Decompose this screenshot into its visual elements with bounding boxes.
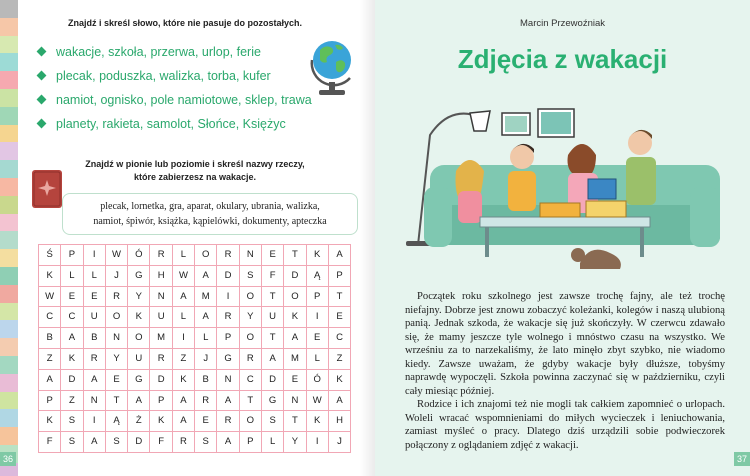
grid-cell[interactable]: E: [329, 307, 351, 328]
grid-cell[interactable]: C: [61, 307, 83, 328]
grid-cell[interactable]: M: [284, 349, 306, 370]
grid-cell[interactable]: R: [217, 307, 239, 328]
grid-cell[interactable]: K: [329, 370, 351, 391]
color-tab: [0, 107, 18, 125]
grid-cell[interactable]: A: [173, 287, 195, 308]
grid-cell[interactable]: A: [61, 328, 83, 349]
grid-cell[interactable]: A: [173, 411, 195, 432]
grid-cell[interactable]: L: [195, 328, 217, 349]
grid-cell[interactable]: F: [39, 432, 61, 453]
grid-cell[interactable]: K: [307, 411, 329, 432]
grid-cell[interactable]: A: [173, 391, 195, 412]
author-name: Marcin Przewoźniak: [520, 18, 605, 29]
grid-cell[interactable]: E: [284, 370, 306, 391]
grid-cell[interactable]: W: [173, 266, 195, 287]
grid-cell[interactable]: C: [39, 307, 61, 328]
grid-cell[interactable]: R: [150, 349, 172, 370]
grid-cell[interactable]: Y: [240, 307, 262, 328]
spine-shadow: [360, 0, 375, 476]
instruction-odd-word: Znajdź i skreśl słowo, które nie pasuje do pozostałych.: [68, 18, 303, 28]
grid-cell[interactable]: E: [84, 287, 106, 308]
passport-icon: [30, 168, 64, 210]
color-tab: [0, 249, 18, 267]
grid-cell[interactable]: L: [262, 432, 284, 453]
grid-cell[interactable]: Ż: [128, 411, 150, 432]
grid-cell[interactable]: A: [329, 245, 351, 266]
grid-cell[interactable]: J: [329, 432, 351, 453]
grid-cell[interactable]: D: [128, 432, 150, 453]
story-text: [405, 290, 725, 452]
grid-cell[interactable]: T: [284, 411, 306, 432]
color-tab: [0, 374, 18, 392]
grid-cell[interactable]: P: [307, 287, 329, 308]
color-tab: [0, 196, 18, 214]
word-search-grid: [38, 244, 351, 453]
color-tab: [0, 89, 18, 107]
grid-cell[interactable]: Y: [106, 349, 128, 370]
grid-cell[interactable]: Ś: [39, 245, 61, 266]
grid-cell[interactable]: L: [61, 266, 83, 287]
grid-cell[interactable]: G: [217, 349, 239, 370]
story-title: Zdjęcia z wakacji: [457, 44, 668, 74]
grid-cell[interactable]: C: [329, 328, 351, 349]
page-number: 37: [734, 452, 750, 466]
grid-cell[interactable]: Y: [128, 287, 150, 308]
grid-cell[interactable]: R: [150, 245, 172, 266]
grid-cell[interactable]: S: [262, 411, 284, 432]
grid-cell[interactable]: Z: [39, 349, 61, 370]
grid-cell[interactable]: T: [240, 391, 262, 412]
grid-cell[interactable]: P: [217, 328, 239, 349]
color-tab: [0, 303, 18, 321]
color-tab: [0, 53, 18, 71]
grid-cell[interactable]: K: [307, 245, 329, 266]
grid-cell[interactable]: K: [284, 307, 306, 328]
grid-cell[interactable]: O: [195, 245, 217, 266]
grid-cell[interactable]: A: [84, 370, 106, 391]
grid-cell[interactable]: N: [217, 370, 239, 391]
grid-cell[interactable]: G: [128, 266, 150, 287]
grid-cell[interactable]: R: [84, 349, 106, 370]
grid-cell[interactable]: K: [39, 266, 61, 287]
grid-cell[interactable]: O: [240, 328, 262, 349]
color-tab-strip: [0, 0, 18, 476]
grid-cell[interactable]: M: [150, 328, 172, 349]
grid-cell[interactable]: A: [217, 391, 239, 412]
grid-cell[interactable]: P: [240, 432, 262, 453]
grid-cell[interactable]: G: [262, 391, 284, 412]
family-photos-illustration: [390, 95, 738, 275]
grid-cell[interactable]: M: [195, 287, 217, 308]
grid-cell[interactable]: A: [195, 307, 217, 328]
grid-cell[interactable]: Ą: [106, 411, 128, 432]
grid-cell[interactable]: A: [195, 266, 217, 287]
grid-cell[interactable]: E: [195, 411, 217, 432]
globe-icon: [302, 30, 360, 100]
grid-cell[interactable]: P: [150, 391, 172, 412]
grid-cell[interactable]: C: [240, 370, 262, 391]
grid-cell[interactable]: S: [61, 432, 83, 453]
color-tab: [0, 285, 18, 303]
grid-cell[interactable]: Z: [173, 349, 195, 370]
grid-cell[interactable]: A: [284, 328, 306, 349]
color-tab: [0, 0, 18, 18]
grid-cell[interactable]: D: [262, 370, 284, 391]
right-page: [375, 0, 750, 476]
grid-cell[interactable]: D: [61, 370, 83, 391]
color-tab: [0, 320, 18, 338]
grid-cell[interactable]: A: [217, 432, 239, 453]
grid-cell[interactable]: K: [128, 307, 150, 328]
grid-cell[interactable]: N: [240, 245, 262, 266]
grid-cell[interactable]: B: [84, 328, 106, 349]
grid-cell[interactable]: U: [262, 307, 284, 328]
story-paragraph: Rodzice i ich znajomi też nie mogli tak całkiem zapomnieć o urlopach. Woleli wracać wspomnieniami do miłych wycieczek i leniuchowania, zamiast myśleć o pracy. Dlatego dziś urządzili sobie podwieczorek połączony z oglądaniem zdjęć z wakacji.: [405, 399, 725, 451]
grid-cell[interactable]: G: [128, 370, 150, 391]
diamond-bullet-icon: [37, 47, 47, 57]
grid-cell[interactable]: O: [106, 307, 128, 328]
grid-cell[interactable]: I: [307, 432, 329, 453]
color-tab: [0, 338, 18, 356]
page-number: 36: [0, 452, 16, 466]
grid-cell[interactable]: J: [106, 266, 128, 287]
grid-cell[interactable]: H: [150, 266, 172, 287]
grid-cell[interactable]: N: [106, 328, 128, 349]
grid-cell[interactable]: T: [329, 287, 351, 308]
color-tab: [0, 125, 18, 143]
grid-cell[interactable]: A: [84, 432, 106, 453]
grid-cell[interactable]: Z: [329, 349, 351, 370]
grid-cell[interactable]: P: [329, 266, 351, 287]
grid-cell[interactable]: I: [307, 307, 329, 328]
grid-cell[interactable]: W: [106, 245, 128, 266]
grid-cell[interactable]: D: [217, 266, 239, 287]
diamond-bullet-icon: [37, 95, 47, 105]
grid-cell[interactable]: L: [173, 245, 195, 266]
grid-cell[interactable]: E: [61, 287, 83, 308]
grid-cell[interactable]: O: [240, 411, 262, 432]
grid-cell[interactable]: F: [150, 432, 172, 453]
grid-cell[interactable]: T: [262, 328, 284, 349]
diamond-bullet-icon: [37, 71, 47, 81]
color-tab: [0, 214, 18, 232]
grid-cell[interactable]: K: [61, 349, 83, 370]
grid-cell[interactable]: R: [106, 287, 128, 308]
grid-cell[interactable]: I: [84, 411, 106, 432]
grid-cell[interactable]: R: [195, 391, 217, 412]
grid-cell[interactable]: I: [173, 328, 195, 349]
color-tab: [0, 142, 18, 160]
grid-cell[interactable]: Y: [284, 432, 306, 453]
grid-cell[interactable]: E: [262, 245, 284, 266]
grid-cell[interactable]: S: [195, 432, 217, 453]
grid-cell[interactable]: S: [61, 411, 83, 432]
grid-cell[interactable]: Ó: [307, 370, 329, 391]
color-tab: [0, 392, 18, 410]
grid-cell[interactable]: S: [240, 266, 262, 287]
grid-cell[interactable]: R: [217, 245, 239, 266]
color-tab: [0, 178, 18, 196]
grid-cell[interactable]: O: [128, 328, 150, 349]
grid-cell[interactable]: L: [307, 349, 329, 370]
grid-cell[interactable]: N: [150, 287, 172, 308]
grid-cell[interactable]: U: [84, 307, 106, 328]
grid-cell[interactable]: I: [217, 287, 239, 308]
grid-cell[interactable]: N: [284, 391, 306, 412]
grid-cell[interactable]: T: [284, 245, 306, 266]
odd-word-row[interactable]: plecak, poduszka, walizka, torba, kufer: [38, 64, 338, 88]
grid-cell[interactable]: H: [329, 411, 351, 432]
grid-cell[interactable]: W: [307, 391, 329, 412]
grid-cell[interactable]: L: [173, 307, 195, 328]
grid-cell[interactable]: E: [307, 328, 329, 349]
grid-cell[interactable]: D: [150, 370, 172, 391]
color-tab: [0, 36, 18, 54]
grid-cell[interactable]: Ą: [307, 266, 329, 287]
grid-cell[interactable]: B: [195, 370, 217, 391]
color-tab: [0, 18, 18, 36]
grid-cell[interactable]: R: [240, 349, 262, 370]
grid-cell[interactable]: T: [106, 391, 128, 412]
color-tab: [0, 409, 18, 427]
word-list-box: plecak, lornetka, gra, aparat, okulary, ubrania, walizka, namiot, śpiwór, książka, kąpielówki, dokumenty, apteczka: [62, 193, 358, 235]
grid-cell[interactable]: R: [173, 432, 195, 453]
color-tab: [0, 267, 18, 285]
grid-cell[interactable]: P: [39, 391, 61, 412]
odd-word-row[interactable]: namiot, ognisko, pole namiotowe, sklep, trawa: [38, 88, 338, 112]
grid-cell[interactable]: A: [329, 391, 351, 412]
color-tab: [0, 231, 18, 249]
grid-cell[interactable]: K: [173, 370, 195, 391]
grid-cell[interactable]: U: [150, 307, 172, 328]
odd-word-row[interactable]: planety, rakieta, samolot, Słońce, Księżyc: [38, 112, 338, 136]
grid-cell[interactable]: Z: [61, 391, 83, 412]
grid-cell[interactable]: W: [39, 287, 61, 308]
grid-cell[interactable]: R: [217, 411, 239, 432]
color-tab: [0, 160, 18, 178]
grid-cell[interactable]: A: [262, 349, 284, 370]
grid-cell[interactable]: L: [84, 266, 106, 287]
story-paragraph: Początek roku szkolnego jest zawsze trochę fajny, ale też trochę niefajny. Dobrze jest znowu zobaczyć koleżanki, kolegów i naszą ulubioną panią. Jednak szkoda, że wakacje się już skończyły. W czerwcu zdawało się, że mamy jeszcze tyle wolnego i mnóstwo czasu na wszystko. We wrześniu za to narzekaliśmy, że lato minęło zbyt szybko, nie wiadomo kiedy. Zawsze uważam, że gdyby wakacje były dłuższe, tobyśmy naprawdę wypoczęli. Szkoła powinna zaczynać się w październiku, czyli cały miesiąc później.: [405, 291, 725, 397]
grid-cell[interactable]: I: [84, 245, 106, 266]
grid-cell[interactable]: S: [106, 432, 128, 453]
grid-cell[interactable]: O: [284, 287, 306, 308]
color-tab: [0, 71, 18, 89]
diamond-bullet-icon: [37, 119, 47, 129]
grid-cell[interactable]: E: [106, 370, 128, 391]
color-tab: [0, 427, 18, 445]
instruction-word-search: Znajdź w pionie lub poziomie i skreśl nazwy rzeczy, które zabierzesz na wakacje.: [85, 159, 305, 182]
grid-cell[interactable]: O: [240, 287, 262, 308]
grid-cell[interactable]: K: [150, 411, 172, 432]
grid-cell[interactable]: D: [284, 266, 306, 287]
grid-cell[interactable]: N: [84, 391, 106, 412]
grid-cell[interactable]: T: [262, 287, 284, 308]
grid-cell[interactable]: Ó: [128, 245, 150, 266]
grid-cell[interactable]: B: [39, 328, 61, 349]
grid-cell[interactable]: A: [39, 370, 61, 391]
grid-cell[interactable]: U: [128, 349, 150, 370]
grid-cell[interactable]: K: [39, 411, 61, 432]
grid-cell[interactable]: J: [195, 349, 217, 370]
color-tab: [0, 356, 18, 374]
odd-word-list: [38, 40, 338, 136]
grid-cell[interactable]: F: [262, 266, 284, 287]
grid-cell[interactable]: A: [128, 391, 150, 412]
grid-cell[interactable]: P: [61, 245, 83, 266]
odd-word-row[interactable]: wakacje, szkoła, przerwa, urlop, ferie: [38, 40, 338, 64]
